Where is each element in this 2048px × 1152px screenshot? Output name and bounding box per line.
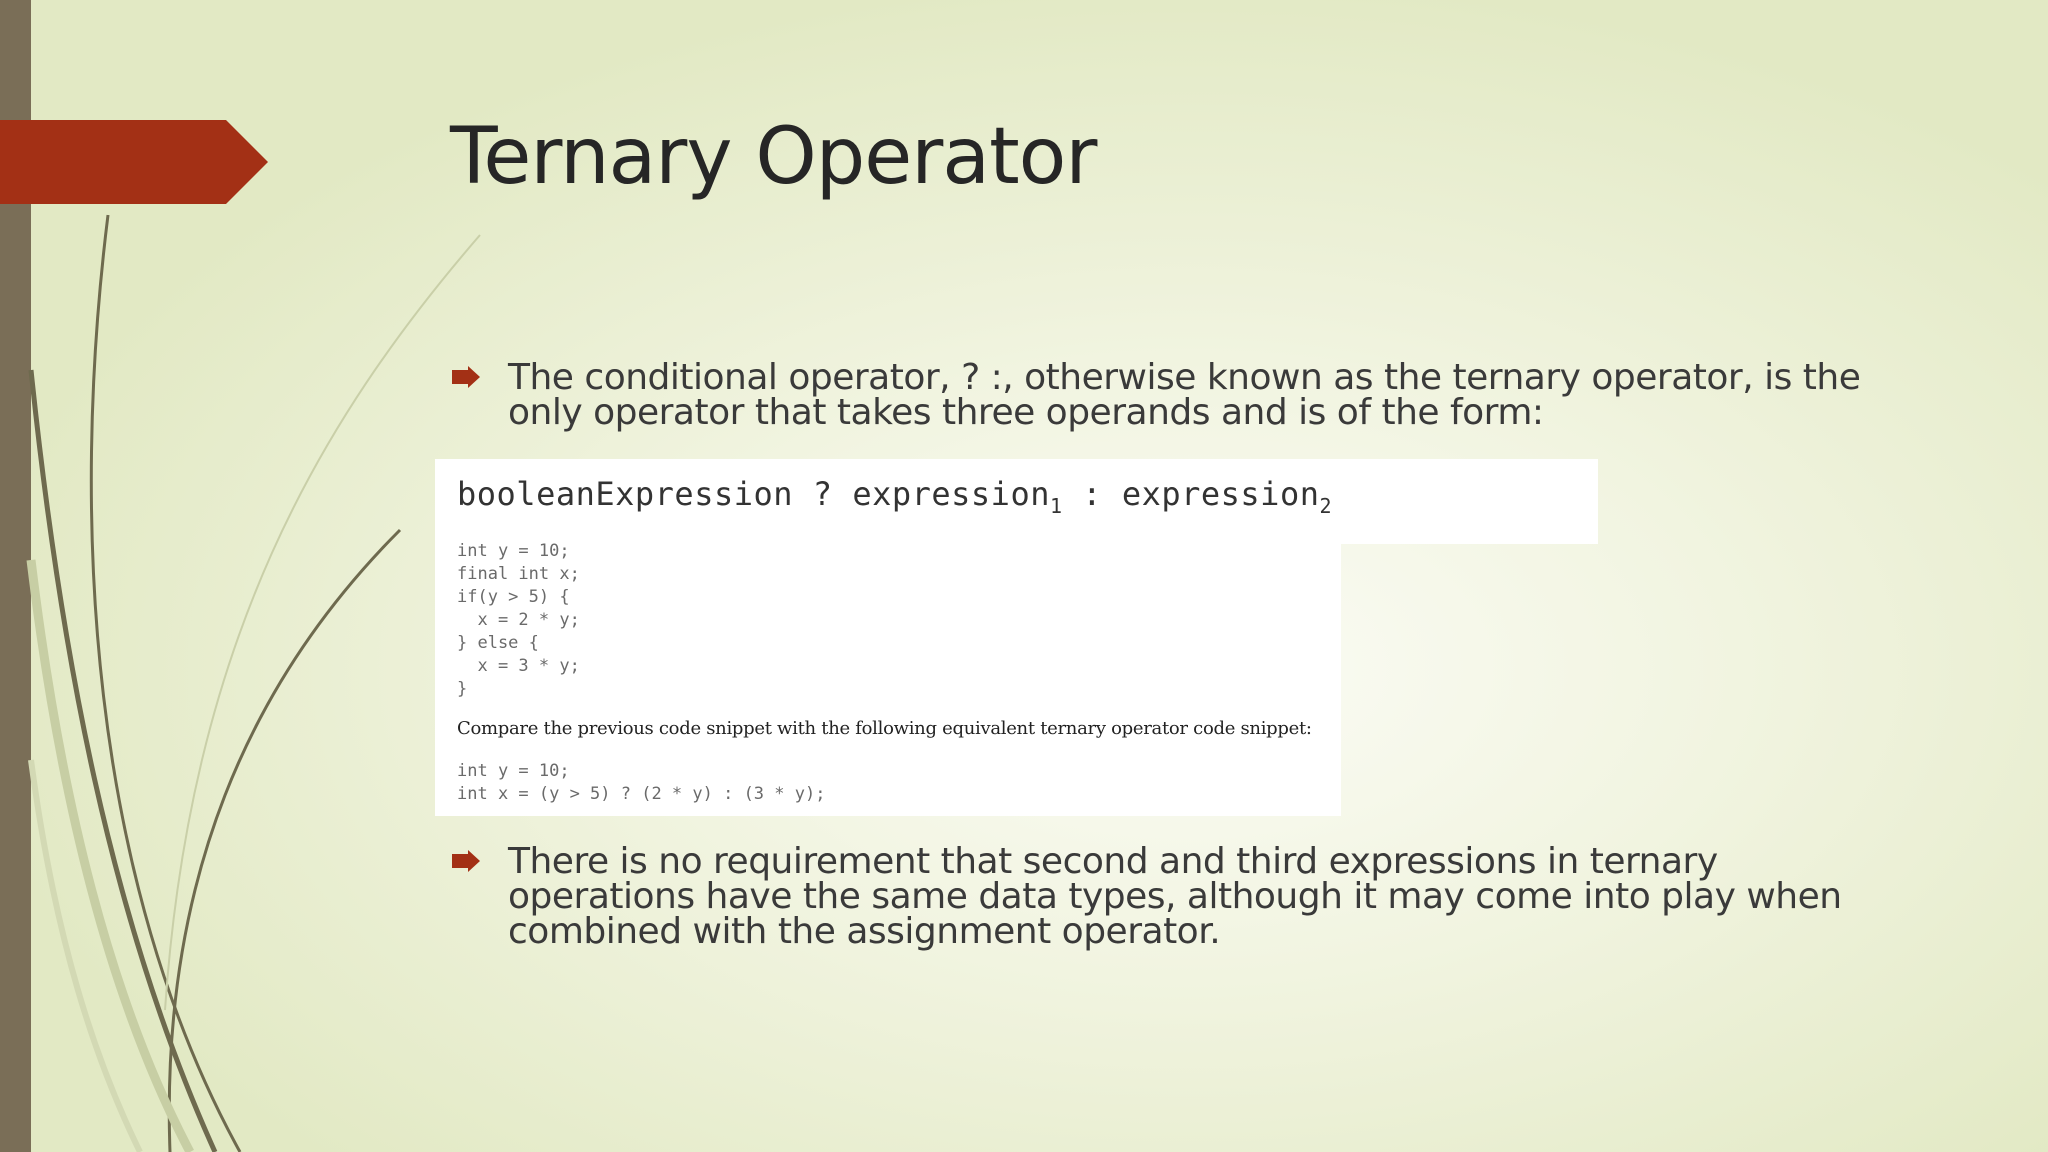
code-image-formula-panel: [435, 459, 1598, 544]
slide-title: Ternary Operator: [450, 112, 1097, 202]
bullet-text: There is no requirement that second and third expressions in ternary operations have the same data types, although it may come into play when combined with the assignment operator.: [508, 841, 1842, 952]
ternary-form-formula: booleanExpression ? expression$_1$ : expression$_2$: [457, 475, 1333, 518]
decorative-curve: [169, 530, 400, 1152]
decorative-curve: [91, 215, 240, 1152]
decorative-curve: [165, 235, 480, 1010]
arrow-bullet-icon: [452, 850, 480, 872]
bullet-text: The conditional operator, ? :, otherwise known as the ternary operator, is the only operator that takes three operands and is of the form:: [508, 357, 1861, 433]
bullet-item: [452, 841, 1892, 952]
if-else-code-snippet: int y = 10; final int x; if(y > 5) { x = 2 * y; } else { x = 3 * y; }: [457, 541, 580, 699]
ternary-code-snippet: int y = 10; int x = (y > 5) ? (2 * y) : (3 * y);: [457, 761, 826, 804]
code-image-panel: [435, 540, 1341, 816]
arrow-bullet-icon: [452, 366, 480, 388]
title-accent-arrow: [0, 120, 268, 204]
compare-caption: Compare the previous code snippet with the following equivalent ternary operator code snippet:: [457, 718, 1312, 739]
bullet-item: [452, 357, 1892, 433]
